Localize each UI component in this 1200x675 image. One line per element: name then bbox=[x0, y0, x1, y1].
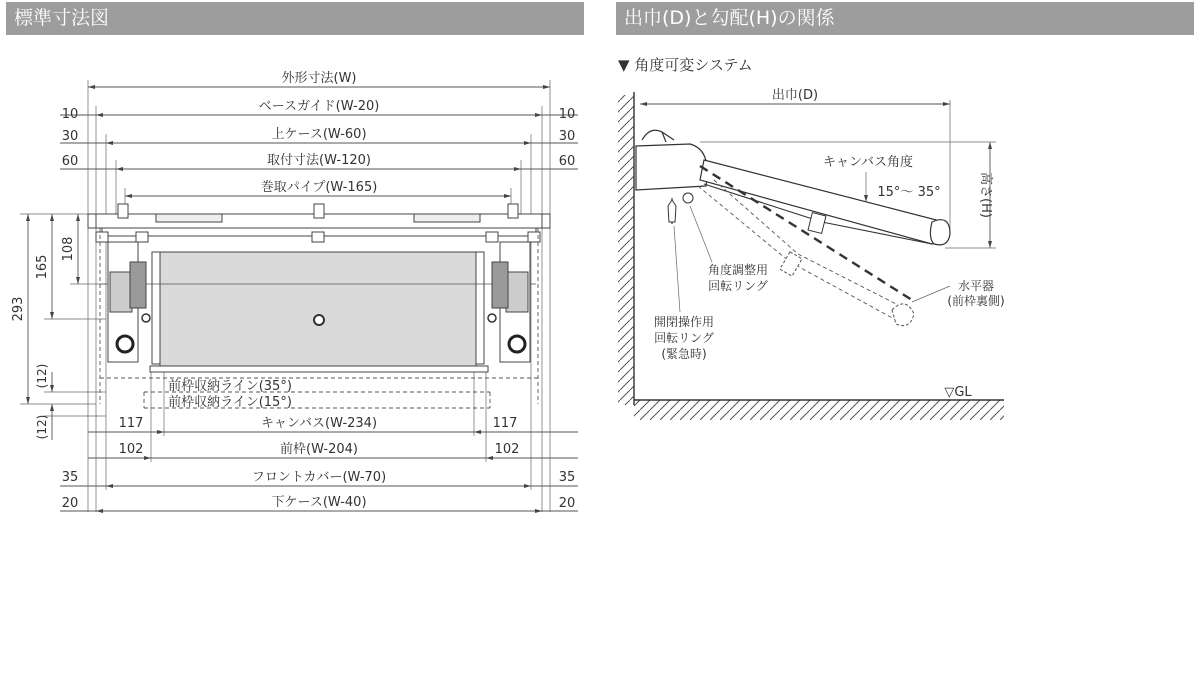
dim-lower-right: 20 bbox=[558, 496, 576, 511]
adjust-ring-label-1: 角度調整用 bbox=[707, 263, 769, 277]
dim-upper-case: 上ケース(W-60) bbox=[271, 127, 367, 142]
dim-canvas-right: 117 bbox=[492, 416, 518, 431]
dim-mount: 取付寸法(W-120) bbox=[267, 153, 371, 168]
level-label-2: (前枠裏側) bbox=[947, 294, 1005, 308]
dim-canvas: キャンバス(W-234) bbox=[260, 416, 378, 431]
dim-108: 108 bbox=[61, 236, 76, 262]
dim-front-cover: フロントカバー(W-70) bbox=[251, 470, 387, 485]
side-right-60: 60 bbox=[558, 154, 576, 169]
dim-roll-pipe: 巻取パイプ(W-165) bbox=[260, 180, 378, 195]
dim-cover-right: 35 bbox=[558, 470, 576, 485]
standard-dimension-drawing bbox=[11, 70, 578, 513]
dim-cover-left: 35 bbox=[61, 470, 79, 485]
dim-outer: 外形寸法(W) bbox=[281, 71, 357, 86]
side-right-30: 30 bbox=[558, 129, 576, 144]
projection-label: 出巾(D) bbox=[771, 88, 819, 103]
canvas-angle-label: キャンバス角度 bbox=[822, 155, 914, 170]
dim-293: 293 bbox=[11, 296, 26, 322]
level-label-1: 水平器 bbox=[957, 279, 995, 293]
side-left-60: 60 bbox=[61, 154, 79, 169]
dim-front-frame: 前枠(W-204) bbox=[280, 442, 358, 457]
height-label: 高さ(H) bbox=[978, 172, 993, 218]
frame-line-15: 前枠収納ライン(15°) bbox=[168, 395, 292, 410]
dim-lower-left: 20 bbox=[61, 496, 79, 511]
dim-12-upper: (12) bbox=[35, 363, 49, 389]
dim-165: 165 bbox=[35, 254, 50, 280]
dim-12-lower: (12) bbox=[35, 414, 49, 440]
frame-line-35: 前枠収納ライン(35°) bbox=[168, 379, 292, 394]
side-left-10: 10 bbox=[61, 107, 79, 122]
open-ring-label-3: (緊急時) bbox=[661, 347, 707, 361]
awning-body bbox=[88, 204, 550, 372]
open-ring-label-2: 回転リング bbox=[654, 331, 714, 345]
dim-frame-left: 102 bbox=[118, 442, 144, 457]
projection-slope-diagram bbox=[618, 56, 1005, 420]
open-ring-label-1: 開閉操作用 bbox=[653, 315, 715, 329]
right-panel-title: 出巾(D)と勾配(H)の関係 bbox=[616, 2, 1194, 35]
side-left-30: 30 bbox=[61, 129, 79, 144]
dim-canvas-left: 117 bbox=[118, 416, 144, 431]
side-right-10: 10 bbox=[558, 107, 576, 122]
angle-range-label: 15°～ 35° bbox=[877, 185, 941, 200]
angle-system-subtitle: ▼ 角度可変システム bbox=[618, 56, 753, 74]
dim-lower-case: 下ケース(W-40) bbox=[271, 495, 367, 510]
dim-frame-right: 102 bbox=[494, 442, 520, 457]
dim-base-guide: ベースガイド(W-20) bbox=[258, 99, 380, 114]
ground-level-label: ▽GL bbox=[944, 385, 972, 400]
adjust-ring-label-2: 回転リング bbox=[708, 279, 768, 293]
left-panel-title: 標準寸法図 bbox=[6, 2, 584, 35]
